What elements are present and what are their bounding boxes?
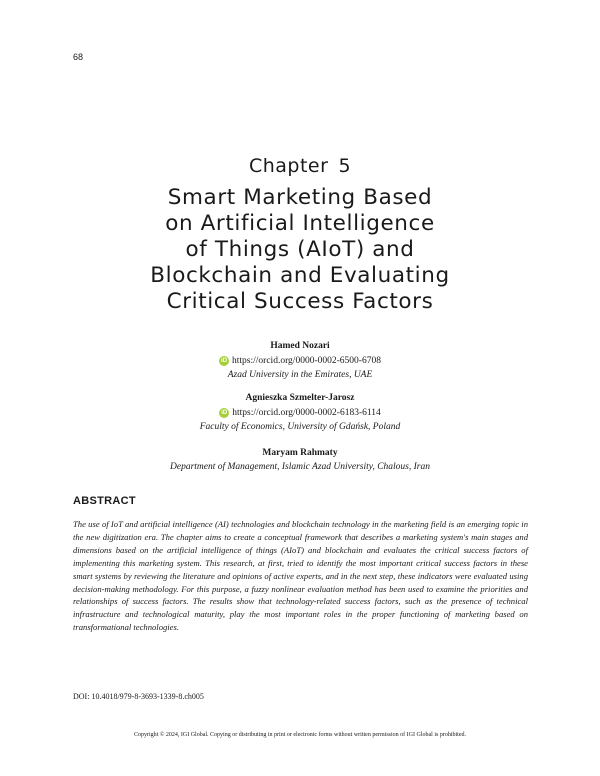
author-1 [0, 339, 600, 382]
orcid-link[interactable] [219, 406, 381, 420]
orcid-link[interactable] [219, 354, 381, 368]
author-name: Hamed Nozari [270, 341, 330, 351]
title-line: on Artificial Intelligence [165, 211, 435, 236]
author-name: Agnieszka Szmelter-Jarosz [245, 393, 355, 403]
page-number: 68 [73, 52, 84, 62]
title-line: Smart Marketing Based [167, 185, 433, 210]
abstract-text: The use of IoT and artificial intelligence (AI) technologies and blockchain technology in the marketing field is an emerging topic in the new digitization era. The chapter aims to create a conceptual framework that describes a marketing system's main stages and dimensions based on the artificial intelligence of things (AIoT) and blockchain and evaluates the critical success factors of implementing this marketing system. This research, at first, tried to identify the most important critical success factors in these smart systems by reviewing the literature and opinions of active experts, and in the next step, these indicators were evaluated using decision-making methodology. For this purpose, a fuzzy nonlinear evaluation method has been used to examine the priorities and relationships of success factors. The results show that technology-related success factors, such as the presence of technical infrastructure and technological maturity, play the most important roles in the proper functioning of marketing based on transformational technologies. [73, 519, 528, 633]
orcid-icon: iD [221, 358, 228, 364]
chapter-label [0, 155, 600, 177]
author-affiliation: Azad University in the Emirates, UAE [227, 370, 373, 380]
orcid-icon: iD [221, 410, 228, 416]
orcid-url[interactable]: https://orcid.org/0000-0002-6183-6114 [232, 408, 381, 418]
author-affiliation: Faculty of Economics, University of Gdańsk, Poland [199, 422, 401, 432]
doi: DOI: 10.4018/979-8-3693-1339-8.ch005 [73, 692, 204, 701]
orcid-url[interactable]: https://orcid.org/0000-0002-6500-6708 [232, 356, 381, 366]
author-name: Maryam Rahmaty [262, 448, 338, 458]
author-affiliation: Department of Management, Islamic Azad University, Chalous, Iran [170, 462, 430, 472]
title-line: Critical Success Factors [166, 289, 434, 314]
chapter-title [60, 185, 540, 315]
title-line: Blockchain and Evaluating [150, 263, 450, 288]
chapter-word: Chapter [248, 155, 329, 177]
author-2 [0, 391, 600, 434]
copyright-notice: Copyright © 2024, IGI Global. Copying or distributing in print or electronic forms without written permission of IGI Global is prohibited. [133, 732, 466, 738]
chapter-number: 5 [338, 155, 352, 177]
author-3 [0, 446, 600, 474]
title-line: of Things (AIoT) and [185, 237, 415, 262]
abstract-heading: ABSTRACT [73, 495, 136, 507]
